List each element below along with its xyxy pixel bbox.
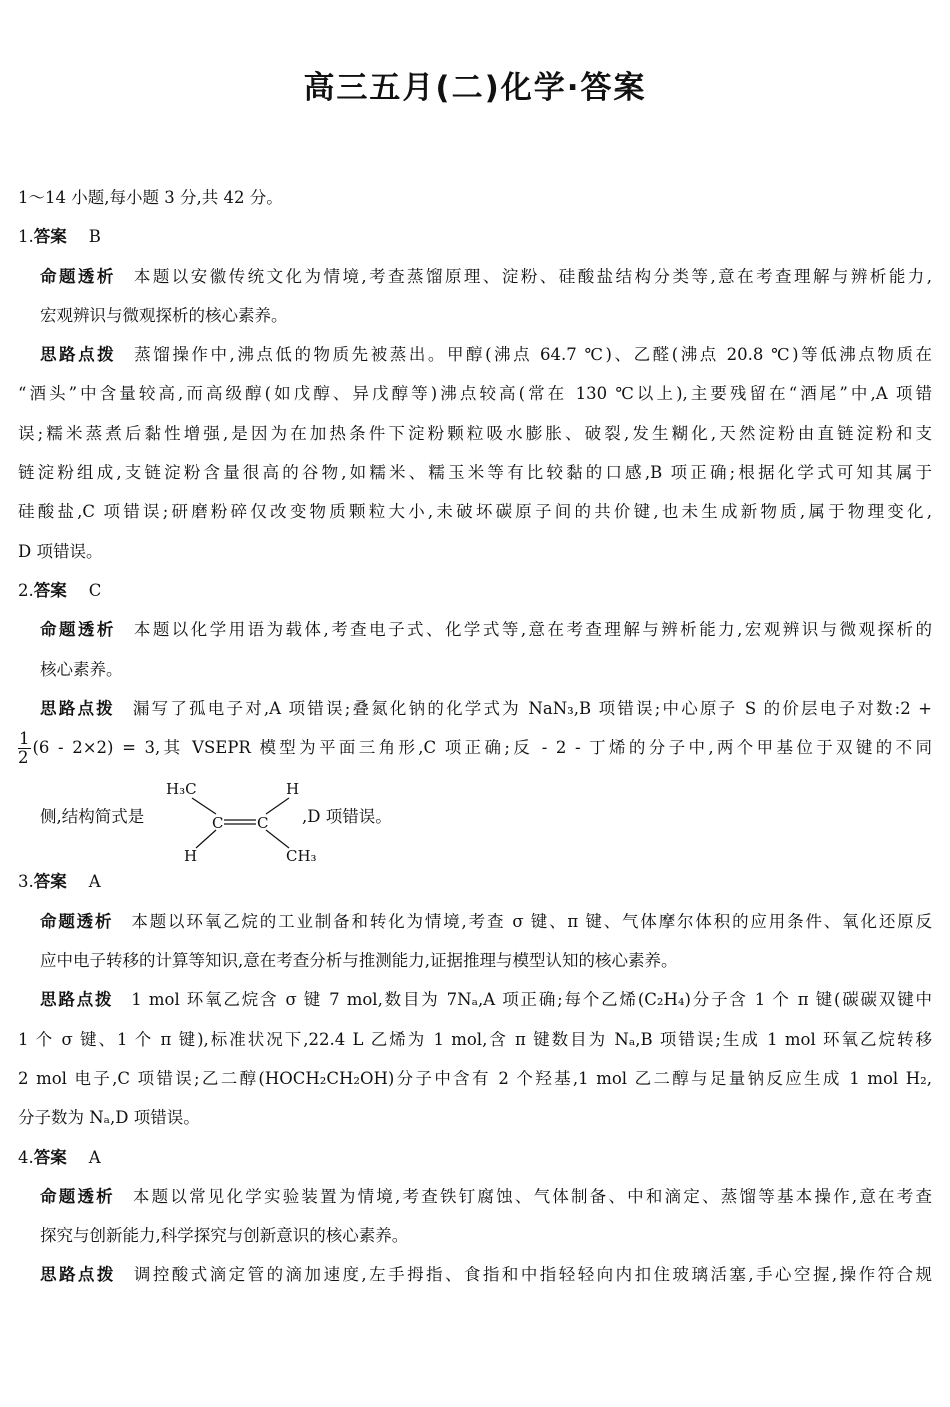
hint-line: 链淀粉组成,支链淀粉含量很高的谷物,如糯米、糯玉米等有比较黏的口感,B 项正确;根据化学式可知其属于 bbox=[18, 463, 932, 483]
analysis-line: 命题透析 本题以环氧乙烷的工业制备和转化为情境,考查 σ 键、π 键、气体摩尔体积的应用条件、氧化还原反 bbox=[40, 911, 933, 931]
hint-line: 2 mol 电子,C 项错误;乙二醇(HOCH₂CH₂OH)分子中含有 2 个羟基,1 mol 乙二醇与足量钠反应生成 1 mol H₂, bbox=[18, 1068, 932, 1088]
structure-row bbox=[18, 767, 932, 866]
struct-bl: H bbox=[184, 847, 198, 866]
analysis-line: 命题透析 本题以常见化学实验装置为情境,考查铁钉腐蚀、气体制备、中和滴定、蒸馏等基本操作,意在考查 bbox=[40, 1186, 933, 1206]
struct-tr: H bbox=[286, 780, 300, 799]
question-header bbox=[18, 862, 932, 901]
question-1 bbox=[18, 217, 932, 571]
analysis-line: 应中电子转移的计算等知识,意在考查分析与推测能力,证据推理与模型认知的核心素养。 bbox=[40, 951, 678, 971]
hint-line: 1 个 σ 键、1 个 π 键),标准状况下,22.4 L 乙烯为 1 mol,含 π 键数目为 Nₐ,B 项错误;生成 1 mol 环氧乙烷转移 bbox=[18, 1029, 932, 1049]
hint-label: 思路点拨 bbox=[40, 345, 117, 365]
struct-c2: C bbox=[257, 814, 269, 833]
answer-label: 答案 bbox=[33, 580, 67, 600]
struct-c1: C bbox=[212, 814, 224, 833]
question-number: 4. bbox=[18, 1147, 34, 1167]
question-header bbox=[18, 217, 932, 256]
question-header bbox=[18, 1138, 932, 1177]
structure-prefix: 侧,结构简式是 bbox=[40, 807, 145, 827]
analysis-label: 命题透析 bbox=[40, 1186, 115, 1206]
analysis-label: 命题透析 bbox=[40, 266, 116, 286]
hint-label: 思路点拨 bbox=[40, 1265, 116, 1285]
answer-label: 答案 bbox=[33, 1147, 67, 1167]
analysis-line: 宏观辨识与微观探析的核心素养。 bbox=[40, 305, 288, 325]
answer-value: A bbox=[88, 1147, 101, 1167]
question-number: 3. bbox=[18, 872, 34, 892]
hint-line: 思路点拨 蒸馏操作中,沸点低的物质先被蒸出。甲醇(沸点 64.7 ℃)、乙醛(沸点 20.8 ℃)等低沸点物质在 bbox=[40, 345, 932, 365]
question-number: 1. bbox=[18, 227, 34, 247]
question-2 bbox=[18, 571, 933, 866]
answer-value: B bbox=[88, 227, 101, 247]
hint-label: 思路点拨 bbox=[40, 698, 115, 718]
question-4 bbox=[18, 1138, 932, 1295]
bond-tr bbox=[266, 798, 289, 814]
question-number: 2. bbox=[18, 580, 34, 600]
analysis-label: 命题透析 bbox=[40, 911, 114, 931]
analysis-label: 命题透析 bbox=[40, 620, 116, 640]
bond-bl bbox=[196, 830, 216, 848]
hint-line: 硅酸盐,C 项错误;研磨粉碎仅改变物质颗粒大小,未破坏碳原子间的共价键,也未生成新物质,属于物理变化, bbox=[18, 502, 932, 522]
question-3 bbox=[18, 862, 932, 1137]
answer-label: 答案 bbox=[33, 227, 67, 247]
hint-line: 误;糯米蒸煮后黏性增强,是因为在加热条件下淀粉颗粒吸水膨胀、破裂,发生糊化,天然淀粉由直链淀粉和支 bbox=[18, 423, 932, 443]
intro-text: 1～14 小题,每小题 3 分,共 42 分。 bbox=[18, 188, 283, 207]
answer-content bbox=[18, 178, 932, 1295]
struct-tl: H₃C bbox=[166, 780, 197, 799]
bond-tl bbox=[192, 798, 216, 814]
analysis-line: 探究与创新能力,科学探究与创新意识的核心素养。 bbox=[40, 1226, 409, 1246]
hint-line: 思路点拨 调控酸式滴定管的滴加速度,左手拇指、食指和中指轻轻向内扣住玻璃活塞,手心空握,操作符合规 bbox=[40, 1265, 932, 1285]
fraction-one-half: $\frac{1}{2}$ bbox=[18, 729, 30, 768]
analysis-line: 命题透析 本题以化学用语为载体,考查电子式、化学式等,意在考查理解与辨析能力,宏观辨识与微观探析的 bbox=[40, 620, 932, 640]
hint-line: “酒头”中含量较高,而高级醇(如戊醇、异戊醇等)沸点较高(常在 130 ℃以上),主要残留在“酒尾”中,A 项错 bbox=[18, 384, 932, 404]
hint-label: 思路点拨 bbox=[40, 990, 114, 1010]
answer-value: C bbox=[88, 580, 102, 600]
analysis-line: 核心素养。 bbox=[40, 659, 123, 679]
hint-line: 思路点拨 漏写了孤电子对,A 项错误;叠氮化钠的化学式为 NaN₃,B 项错误;中心原子 S 的价层电子对数:2 + bbox=[40, 698, 933, 718]
bond-br bbox=[266, 830, 289, 848]
page-title: 高三五月(二)化学·答案 bbox=[303, 70, 647, 106]
answer-label: 答案 bbox=[33, 872, 67, 892]
trans-2-butene-structure bbox=[158, 767, 317, 866]
struct-br: CH₃ bbox=[286, 847, 317, 866]
hint-line: D 项错误。 bbox=[18, 541, 103, 561]
answer-value: A bbox=[88, 872, 101, 892]
hint-line: 思路点拨 1 mol 环氧乙烷含 σ 键 7 mol,数目为 7Nₐ,A 项正确;每个乙烯(C₂H₄)分子含 1 个 π 键(碳碳双键中 bbox=[40, 990, 933, 1010]
analysis-line: 命题透析 本题以安徽传统文化为情境,考查蒸馏原理、淀粉、硅酸盐结构分类等,意在考查理解与辨析能力, bbox=[40, 266, 932, 286]
hint-line-fraction: $\frac{1}{2}$ (6 - 2×2) = 3,其 VSEPR 模型为平面三角形,C 项正确;反 - 2 - 丁烯的分子中,两个甲基位于双键的不同 bbox=[18, 729, 932, 768]
question-header bbox=[18, 571, 932, 610]
structure-suffix: ,D 项错误。 bbox=[302, 807, 392, 827]
hint-line: 分子数为 Nₐ,D 项错误。 bbox=[18, 1108, 200, 1128]
